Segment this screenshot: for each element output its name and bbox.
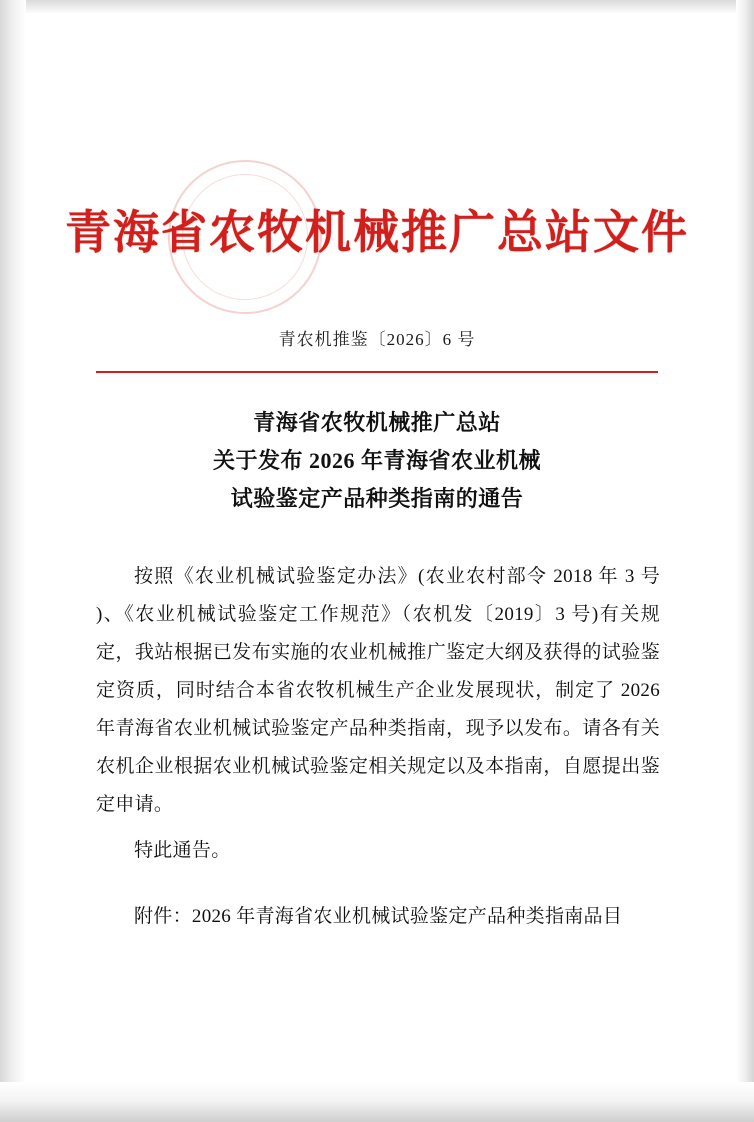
body-paragraph-1: 按照《农业机械试验鉴定办法》(农业农村部令 2018 年 3 号 )、《农业机械试验鉴定工作规范》（农机发〔2019〕3 号)有关规定，我站根据已发布实施的农业机械推广鉴定大纲及获得的试验鉴定资质，同时结合本省农牧机械生产企业发展现状，制定了 2026 年青海省农业机械试验鉴定产品种类指南，现予以发布。请各有关农机企业根据农业机械试验鉴定相关规定以及本指南，自愿提出鉴定申请。 [96,566,660,815]
subject-line-1: 青海省农牧机械推广总站 [253,410,501,435]
red-horizontal-rule [96,371,658,373]
document-subject [0,404,754,518]
subject-line-3: 试验鉴定产品种类指南的通告 [230,486,524,511]
body-paragraph-2: 特此通告。 [134,840,231,861]
document-number: 青农机推鉴〔2026〕6 号 [278,330,476,349]
document-header-title: 青海省农牧机械推广总站文件 [65,207,689,258]
attachment-line: 附件：2026 年青海省农业机械试验鉴定产品种类指南品目 [134,906,623,927]
document-body [96,558,660,870]
subject-line-2: 关于发布 2026 年青海省农业机械 [212,448,541,473]
